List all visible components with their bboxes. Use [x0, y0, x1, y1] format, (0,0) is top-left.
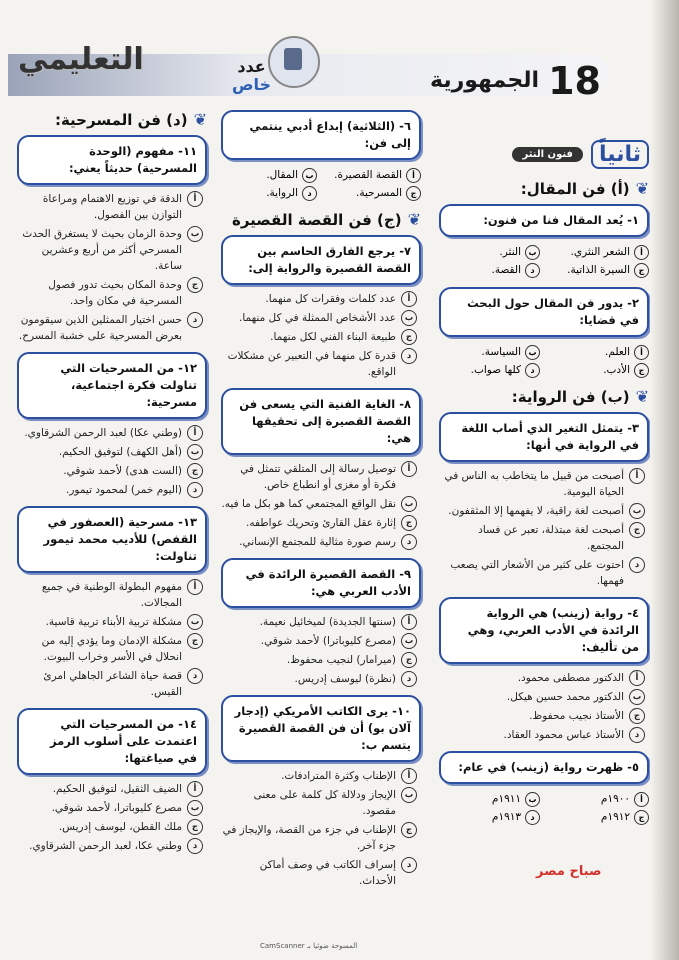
middle-column — [221, 110, 421, 897]
option: ب (أهل الكهف) لتوفيق الحكيم. — [17, 444, 203, 460]
option: أ الضيف الثقيل، لتوفيق الحكيم. — [17, 781, 203, 797]
q9-options — [221, 614, 421, 687]
question-6: ٦- (الثلاثية) إبداع أدبي ينتمي إلى فن: — [221, 110, 421, 160]
option: ج الأستاذ نجيب محفوظ. — [439, 708, 645, 724]
part-heading — [439, 140, 649, 169]
scanner-footer: CamScanner المسوحة ضوئيا بـ — [260, 942, 358, 950]
page-edge-shadow — [650, 0, 679, 960]
option: ب المقال. — [221, 166, 317, 184]
option: د إسراف الكاتب في وصف أماكن الأحداث. — [221, 857, 417, 889]
option: ج (ميرامار) لنجيب محفوظ. — [221, 652, 417, 668]
option: أ توصيل رسالة إلى المتلقي تتمثل في فكرة أو مغزى أو انطباع خاص. — [221, 461, 417, 493]
option: ب ١٩١١م — [439, 790, 540, 808]
option: أ الشعر النثري. — [548, 243, 649, 261]
question-1: ١- يُعد المقال فنا من فنون: — [439, 204, 649, 237]
question-3: ٣- يتمثل التغير الذي أصاب اللغة في الرواية في أنها: — [439, 412, 649, 462]
option: ج المسرحية. — [325, 184, 421, 202]
option: ب أصبحت لغة راقية، لا يفهمها إلا المثقفون. — [439, 503, 645, 519]
option: أ الدكتور مصطفى محمود. — [439, 670, 645, 686]
option: ج السيرة الذاتية. — [548, 261, 649, 279]
q13-options — [17, 579, 207, 700]
part-pill: فنون النثر — [512, 147, 582, 162]
edition-label — [232, 58, 271, 94]
option: د قدرة كل منهما في التعبير عن مشكلات الواقع. — [221, 348, 417, 380]
edition-line-2: خاص — [232, 75, 272, 94]
section-b-title: ❦ (ب) فن الرواية: — [511, 387, 649, 406]
q11-options — [17, 191, 207, 344]
question-13: ١٣- مسرحية (العصفور في القفص) للأديب محمد تيمور تناولت: — [17, 506, 207, 573]
option: ب مصرع كليوباترا، لأحمد شوقي. — [17, 800, 203, 816]
option: ب عدد الأشخاص الممثلة في كل منهما. — [221, 310, 417, 326]
q4-options — [439, 670, 649, 743]
option: ب نقل الواقع المجتمعي كما هو بكل ما فيه. — [221, 496, 417, 512]
option: د حسن اختيار الممثلين الذين سيقومون بعرض المسرحية على خشبة المسرح. — [17, 312, 203, 344]
option: د ١٩١٣م — [439, 808, 540, 826]
option: د الرواية. — [221, 184, 317, 202]
page-header — [0, 14, 679, 110]
option: د احتوت على كثير من الأشعار التي يصعب فهمها. — [439, 557, 645, 589]
section-c-title: ❦ (ج) فن القصة القصيرة — [231, 210, 421, 229]
option: أ الدقة في توزيع الاهتمام ومراعاة التوازن بين الفصول. — [17, 191, 203, 223]
option: أ الإطناب وكثرة المترادفات. — [221, 768, 417, 784]
question-8: ٨- الغاية الفنية التي يسعى فن القصة القصيرة إلى تحقيقها هي: — [221, 388, 421, 455]
option: ب مشكلة تربية الأبناء تربية قاسية. — [17, 614, 203, 630]
ornament-icon: ❦ — [407, 210, 421, 229]
q3-options — [439, 468, 649, 589]
option: ج وحدة المكان بحيث تدور فصول المسرحية في مكان واحد. — [17, 277, 203, 309]
left-column — [17, 106, 207, 862]
edition-line-1: عدد — [237, 57, 266, 76]
option: د وطني عكا، لعبد الرحمن الشرقاوي. — [17, 838, 203, 854]
option: ب النثر. — [439, 243, 540, 261]
option: أ (سنتها الجديدة) لميخائيل نعيمة. — [221, 614, 417, 630]
q7-options — [221, 291, 421, 380]
option: ج طبيعة البناء الفني لكل منهما. — [221, 329, 417, 345]
question-4: ٤- رواية (زينب) هي الرواية الرائدة في الأدب العربي، وهي من تأليف: — [439, 597, 649, 664]
section-d-title: ❦ (د) فن المسرحية: — [54, 110, 207, 129]
option: ج ملك القطن، ليوسف إدريس. — [17, 819, 203, 835]
option: أ ١٩٠٠م — [548, 790, 649, 808]
option: أ القصة القصيرة. — [325, 166, 421, 184]
option: ج إثارة عقل القارئ وتحريك عواطفه. — [221, 515, 417, 531]
option: د كلها صواب. — [439, 361, 540, 379]
option: أ العلم. — [548, 343, 649, 361]
question-2: ٢- يدور فن المقال حول البحث في قضايا: — [439, 287, 649, 337]
question-9: ٩- القصة القصيرة الرائدة في الأدب العربي هي: — [221, 558, 421, 608]
question-12: ١٢- من المسرحيات التي تناولت فكرة اجتماعية، مسرحية: — [17, 352, 207, 419]
question-5: ٥- ظهرت رواية (زينب) في عام: — [439, 751, 649, 784]
option: ب السياسة. — [439, 343, 540, 361]
q8-options — [221, 461, 421, 550]
q10-options — [221, 768, 421, 889]
option: أ (وطني عكا) لعبد الرحمن الشرقاوي. — [17, 425, 203, 441]
question-7: ٧- يرجع الفارق الحاسم بين القصة القصيرة والرواية إلى: — [221, 235, 421, 285]
page-number: 18 — [548, 59, 601, 103]
option: ج مشكلة الإدمان وما يؤدي إليه من انحلال في الأسر وخراب البيوت. — [17, 633, 203, 665]
ornament-icon: ❦ — [635, 387, 649, 406]
option: ب وحدة الزمان بحيث لا يستغرق الحدث المسرحي أكثر من أربع وعشرين ساعة. — [17, 226, 203, 274]
option: ب الدكتور محمد حسين هيكل. — [439, 689, 645, 705]
option: د الأستاذ عباس محمود العقاد. — [439, 727, 645, 743]
option: د رسم صورة مثالية للمجتمع الإنساني. — [221, 534, 417, 550]
option: ج (الست هدى) لأحمد شوقي. — [17, 463, 203, 479]
question-11: ١١- مفهوم (الوحدة المسرحية) حديثاً يعني: — [17, 135, 207, 185]
option: د قصة حياة الشاعر الجاهلي امرئ القيس. — [17, 668, 203, 700]
q6-options — [221, 166, 421, 202]
option: ج ١٩١٢م — [548, 808, 649, 826]
q2-options — [439, 343, 649, 379]
option: أ عدد كلمات وفقرات كل منهما. — [221, 291, 417, 307]
right-column — [439, 140, 649, 834]
option: ب الإيجاز ودلالة كل كلمة على معنى مقصود. — [221, 787, 417, 819]
part-label: ثانياً — [591, 140, 649, 169]
q14-options — [17, 781, 207, 854]
ornament-icon: ❦ — [635, 179, 649, 198]
option: أ أصبحت من قبيل ما يتخاطب به الناس في الحياة اليومية. — [439, 468, 645, 500]
watermark-brand: صباح مصر — [536, 864, 602, 879]
option: أ مفهوم البطولة الوطنية في جميع المجالات. — [17, 579, 203, 611]
q5-options — [439, 790, 649, 826]
option: ج أصبحت لغة مبتذلة، تعبر عن فساد المجتمع. — [439, 522, 645, 554]
section-name: التعليمي — [18, 42, 144, 77]
option: ب (مصرع كليوباترا) لأحمد شوقي. — [221, 633, 417, 649]
section-a-title: ❦ (أ) فن المقال: — [520, 179, 649, 198]
option: ج الإطناب في جزء من القصة، والإيجاز في جزء آخر. — [221, 822, 417, 854]
option: ج الأدب. — [548, 361, 649, 379]
newspaper-name: الجمهورية — [430, 68, 539, 93]
question-14: ١٤- من المسرحيات التي اعتمدت على أسلوب الرمز في صياغتها: — [17, 708, 207, 775]
q1-options — [439, 243, 649, 279]
q12-options — [17, 425, 207, 498]
option: د (نظرة) ليوسف إدريس. — [221, 671, 417, 687]
option: د القصة. — [439, 261, 540, 279]
question-10: ١٠- يرى الكاتب الأمريكي (إدجار آلان بو) أن فن القصة القصيرة يتسم ب: — [221, 695, 421, 762]
ornament-icon: ❦ — [193, 110, 207, 129]
ministry-logo — [268, 36, 320, 88]
option: د (اليوم خمر) لمحمود تيمور. — [17, 482, 203, 498]
